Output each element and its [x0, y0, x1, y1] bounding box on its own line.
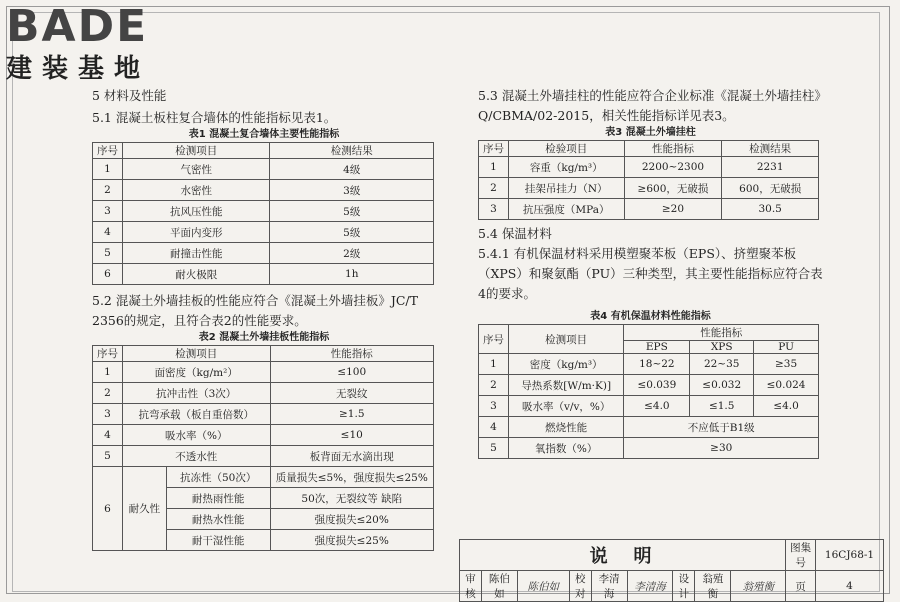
table1-header: 检测结果 — [270, 143, 434, 159]
watermark-logo — [6, 1, 151, 84]
table1-row — [93, 159, 434, 180]
cell: 挂架吊挂力（N） — [508, 178, 624, 199]
cell: 耐热水性能 — [166, 509, 270, 530]
page-number: 4 — [816, 571, 884, 602]
title-block-table — [459, 539, 884, 602]
cell: 30.5 — [722, 199, 819, 220]
table2-caption: 表2 混凝土外墙挂板性能指标 — [198, 332, 330, 343]
table2 — [92, 345, 434, 551]
cell: 50次，无裂纹等 缺陷 — [270, 488, 434, 509]
cell: ≥20 — [624, 199, 722, 220]
check-name: 李清海 — [591, 571, 627, 602]
check-signature: 李清海 — [627, 571, 673, 602]
cell: ≤10 — [270, 425, 434, 446]
cell: ≤0.032 — [690, 375, 754, 396]
table1-row — [93, 201, 434, 222]
table1-header-row — [93, 143, 434, 159]
table4-row — [479, 417, 819, 438]
cell: 2231 — [722, 157, 819, 178]
table3-row — [479, 199, 819, 220]
table2-row — [93, 467, 434, 488]
cell: 耐撞击性能 — [122, 243, 270, 264]
atlas-label: 图集号 — [786, 540, 816, 571]
cell: 抗冲击性（3次） — [122, 383, 270, 404]
design-label: 设计 — [673, 571, 695, 602]
table2-row — [93, 362, 434, 383]
paragraph-5-1: 5.1 混凝土板柱复合墙体的性能指标见表1。 — [92, 110, 337, 125]
cell: 4 — [93, 222, 123, 243]
cell: 4级 — [270, 159, 434, 180]
review-name: 陈伯如 — [481, 571, 517, 602]
cell: 1h — [270, 264, 434, 285]
cell: 吸水率（%） — [122, 425, 270, 446]
review-signature: 陈伯如 — [517, 571, 569, 602]
atlas-number: 16CJ68-1 — [816, 540, 884, 571]
cell: 5级 — [270, 201, 434, 222]
table1-caption: 表1 混凝土复合墙体主要性能指标 — [188, 129, 340, 140]
section-title: 5 材料及性能 — [92, 88, 167, 103]
signature-row — [460, 571, 884, 602]
cell: 22~35 — [690, 354, 754, 375]
table2-row — [93, 383, 434, 404]
cell: 3 — [93, 201, 123, 222]
cell: 面密度（kg/m²） — [122, 362, 270, 383]
table3-row — [479, 178, 819, 199]
table1-row — [93, 243, 434, 264]
cell: 耐久性 — [122, 467, 166, 551]
cell: 不透水性 — [122, 446, 270, 467]
cell: 耐热雨性能 — [166, 488, 270, 509]
cell: ≥35 — [754, 354, 819, 375]
table4-row — [479, 354, 819, 375]
design-name: 翁殖衡 — [695, 571, 731, 602]
cell: 4 — [93, 425, 123, 446]
cell: 抗风压性能 — [122, 201, 270, 222]
cell: 1 — [479, 157, 509, 178]
table4-row — [479, 396, 819, 417]
cell: 不应低于B1级 — [624, 417, 819, 438]
cell: 1 — [479, 354, 509, 375]
table3-header: 序号 — [479, 141, 509, 157]
cell: ≤4.0 — [754, 396, 819, 417]
cell: ≤0.039 — [624, 375, 690, 396]
paragraph-5-4: 5.4 保温材料 — [478, 226, 552, 241]
table1-row — [93, 222, 434, 243]
cell: 无裂纹 — [270, 383, 434, 404]
cell: 18~22 — [624, 354, 690, 375]
table4-row — [479, 438, 819, 459]
check-label: 校对 — [569, 571, 591, 602]
table3-header: 性能指标 — [624, 141, 722, 157]
paragraph-5-4-1: 5.4.1 有机保温材料采用模塑聚苯板（EPS）、挤塑聚苯板（XPS）和聚氨酯（PU）三种类型，其主要性能指标应符合表4的要求。 — [478, 246, 823, 301]
cell: 容重（kg/m³） — [508, 157, 624, 178]
cell: 强度损失≤20% — [270, 509, 434, 530]
cell: 耐火极限 — [122, 264, 270, 285]
paragraph-5-3: 5.3 混凝土外墙挂柱的性能应符合企业标准《混凝土外墙挂柱》Q/CBMA/02-2015，相关性能指标详见表3。 — [478, 88, 821, 123]
paragraph-5-2: 5.2 混凝土外墙挂板的性能应符合《混凝土外墙挂板》JC/T 2356的规定，且符合表2的性能要求。 — [92, 293, 418, 328]
cell: 6 — [93, 264, 123, 285]
cell: 1 — [93, 159, 123, 180]
cell: ≥1.5 — [270, 404, 434, 425]
table2-header: 检测项目 — [122, 346, 270, 362]
table2-row — [93, 446, 434, 467]
cell: 2 — [93, 180, 123, 201]
cell: 抗压强度（MPa） — [508, 199, 624, 220]
cell: ≤4.0 — [624, 396, 690, 417]
cell: ≥30 — [624, 438, 819, 459]
table2-row — [93, 404, 434, 425]
table1-row — [93, 264, 434, 285]
table4-header: 检测项目 — [508, 325, 624, 354]
table3 — [478, 140, 819, 220]
table3-header: 检验项目 — [508, 141, 624, 157]
cell: ≤0.024 — [754, 375, 819, 396]
table1-header: 检测项目 — [122, 143, 270, 159]
left-column — [92, 86, 436, 551]
logo-tagline: 建装基地 — [6, 54, 151, 84]
table4-header: 序号 — [479, 325, 509, 354]
cell: 3 — [479, 199, 509, 220]
cell: 气密性 — [122, 159, 270, 180]
cell: ≤100 — [270, 362, 434, 383]
table2-row — [93, 425, 434, 446]
design-signature: 翁殖衡 — [731, 571, 786, 602]
cell: 2 — [479, 375, 509, 396]
cell: 3 — [93, 404, 123, 425]
cell: 抗弯承载（板自重倍数） — [122, 404, 270, 425]
table3-header: 检测结果 — [722, 141, 819, 157]
cell: 密度（kg/m³） — [508, 354, 624, 375]
right-column — [478, 86, 823, 459]
page-label: 页 — [786, 571, 816, 602]
cell: 板背面无水滴出现 — [270, 446, 434, 467]
table2-header: 序号 — [93, 346, 123, 362]
cell: 氧指数（%） — [508, 438, 624, 459]
cell: 燃烧性能 — [508, 417, 624, 438]
cell: ≤1.5 — [690, 396, 754, 417]
table1-header: 序号 — [93, 143, 123, 159]
logo-brand: BADE — [6, 1, 149, 52]
table4-subheader: EPS — [624, 341, 690, 354]
table4 — [478, 324, 819, 459]
cell: 1 — [93, 362, 123, 383]
table1 — [92, 142, 434, 285]
table2-header: 性能指标 — [270, 346, 434, 362]
cell: 平面内变形 — [122, 222, 270, 243]
table4-caption: 表4 有机保温材料性能指标 — [590, 311, 711, 322]
cell: 2级 — [270, 243, 434, 264]
cell: 2 — [93, 383, 123, 404]
cell: 耐干湿性能 — [166, 530, 270, 551]
title-block — [459, 539, 884, 600]
cell: 600，无破损 — [722, 178, 819, 199]
table4-subheader: XPS — [690, 341, 754, 354]
cell: 6 — [93, 467, 123, 551]
table1-row — [93, 180, 434, 201]
cell: 5级 — [270, 222, 434, 243]
review-label: 审核 — [460, 571, 482, 602]
cell: 强度损失≤25% — [270, 530, 434, 551]
drawing-title: 说 明 — [460, 540, 786, 571]
table2-header-row — [93, 346, 434, 362]
table3-caption: 表3 混凝土外墙挂柱 — [605, 127, 696, 138]
table3-header-row — [479, 141, 819, 157]
cell: 水密性 — [122, 180, 270, 201]
table4-subheader: PU — [754, 341, 819, 354]
table3-row — [479, 157, 819, 178]
cell: 2 — [479, 178, 509, 199]
cell: 3 — [479, 396, 509, 417]
cell: 5 — [93, 446, 123, 467]
title-row — [460, 540, 884, 571]
table4-row — [479, 375, 819, 396]
cell: ≥600，无破损 — [624, 178, 722, 199]
cell: 吸水率（v/v，%） — [508, 396, 624, 417]
cell: 2200~2300 — [624, 157, 722, 178]
cell: 质量损失≤5%，强度损失≤25% — [270, 467, 434, 488]
cell: 3级 — [270, 180, 434, 201]
cell: 4 — [479, 417, 509, 438]
cell: 导热系数[W/m·K)] — [508, 375, 624, 396]
cell: 5 — [479, 438, 509, 459]
table4-header-row — [479, 325, 819, 341]
cell: 抗冻性（50次） — [166, 467, 270, 488]
table4-header: 性能指标 — [624, 325, 819, 341]
cell: 5 — [93, 243, 123, 264]
